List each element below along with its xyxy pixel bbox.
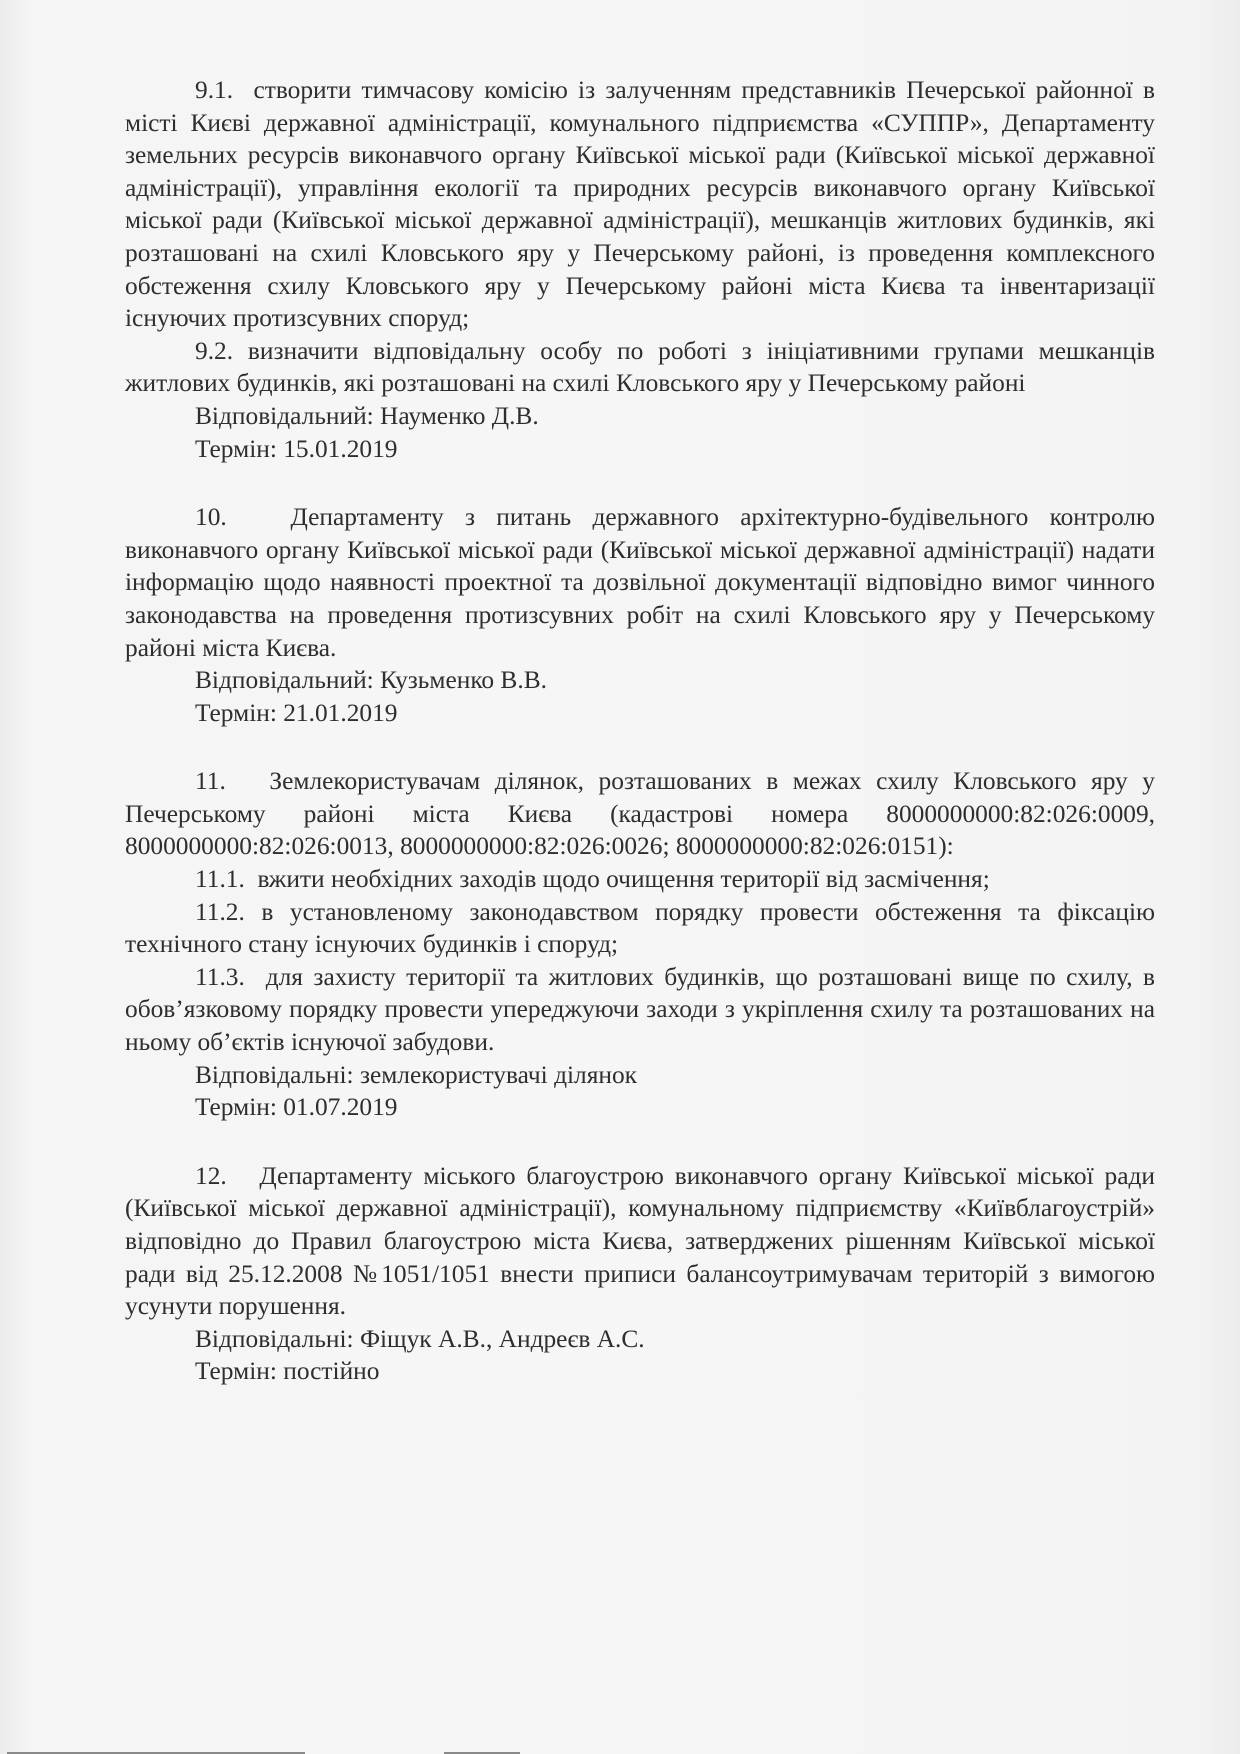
section-12 [125, 1160, 1155, 1388]
section-spacer [125, 465, 1155, 501]
section-spacer [125, 729, 1155, 765]
section-11 [125, 765, 1155, 1124]
item-number: 11.2. [195, 897, 245, 926]
item-text: визначити відповідальну особу по роботі з ініціативними групами мешканців житлових будинків, які розташовані на схилі Кловського яру у Печерському районі [125, 336, 1155, 398]
deadline-label: Термін: 01.07.2019 [195, 1093, 398, 1122]
item-number: 9.2. [195, 336, 234, 365]
item-10 [125, 501, 1155, 664]
item-number: 10. [195, 503, 227, 532]
responsible-label: Відповідальні: землекористувачі ділянок [195, 1060, 638, 1089]
item-9-1 [125, 74, 1155, 335]
item-number: 11.3. [195, 962, 245, 991]
deadline-label: Термін: 21.01.2019 [195, 698, 398, 727]
item-number: 11.1. [195, 865, 245, 894]
responsible-label: Відповідальний: Науменко Д.В. [195, 401, 539, 430]
item-11 [125, 765, 1155, 863]
deadline-label: Термін: постійно [195, 1357, 380, 1386]
item-number: 12. [195, 1161, 227, 1190]
section-9 [125, 74, 1155, 465]
item-text: для захисту території та житлових будинків, що розташовані вище по схилу, в обов’язковому порядку провести упереджуючи заходи з укріплення схилу та розташованих на ньому об’єктів існуючої забудови. [125, 962, 1155, 1057]
item-9-2 [125, 335, 1155, 400]
item-11-2 [125, 896, 1155, 961]
item-text: Землекористувачам ділянок, розташованих в межах схилу Кловського яру у Печерському районі міста Києва (кадастрові номера 8000000000:82:026:0009, 8000000000:82:026:0013, 8000000000:82:026:0026; 8000000000:82:026:0151): [125, 767, 1155, 861]
responsible-label: Відповідальний: Кузьменко В.В. [195, 666, 547, 695]
item-11-3 [125, 961, 1155, 1059]
item-text: Департаменту міського благоустрою виконавчого органу Київської міської ради (Київської міської державної адміністрації), комунальному підприємству «Київблагоустрій» відповідно до Правил благоустрою міста Києва, затверджених рішенням Київської міської ради від 25.12.2008 №1051/1051 внести приписи балансоутримувачам територій з вимогою усунути порушення. [125, 1161, 1156, 1321]
document-page [125, 74, 1155, 1388]
item-number: 11. [195, 767, 226, 796]
item-12 [125, 1160, 1155, 1323]
responsible-label: Відповідальні: Фіщук А.В., Андреєв А.С. [195, 1324, 645, 1353]
item-text: створити тимчасову комісію із залученням представників Печерської районної в місті Києві державної адміністрації, комунального підприємства «СУППР», Департаменту земельних ресурсів виконавчого органу Київської міської ради (Київської міської державної адміністрації), управління екології та природних ресурсів виконавчого органу Київської міської ради (Київської міської державної адміністрації), мешканців житлових будинків, які розташовані на схилі Кловського яру у Печерському районі, із проведення комплексного обстеження схилу Кловського яру у Печерському районі міста Києва та інвентаризації існуючих протизсувних споруд; [125, 76, 1155, 333]
item-text: Департаменту з питань державного архітектурно-будівельного контролю виконавчого органу Київської міської ради (Київської міської державної адміністрації) надати інформацію щодо наявності проектної та дозвільної документації відповідно вимог чинного законодавства на проведення протизсувних робіт на схилі Кловського яру у Печерському районі міста Києва. [125, 503, 1155, 662]
item-text: вжити необхідних заходів щодо очищення території від засмічення; [257, 865, 990, 894]
deadline-label: Термін: 15.01.2019 [195, 434, 398, 463]
item-number: 9.1. [195, 76, 234, 104]
section-10 [125, 501, 1155, 729]
item-text: в установленому законодавством порядку провести обстеження та фіксацію технічного стану існуючих будинків і споруд; [125, 897, 1155, 959]
section-spacer [125, 1124, 1155, 1160]
item-11-1 [125, 863, 1155, 896]
